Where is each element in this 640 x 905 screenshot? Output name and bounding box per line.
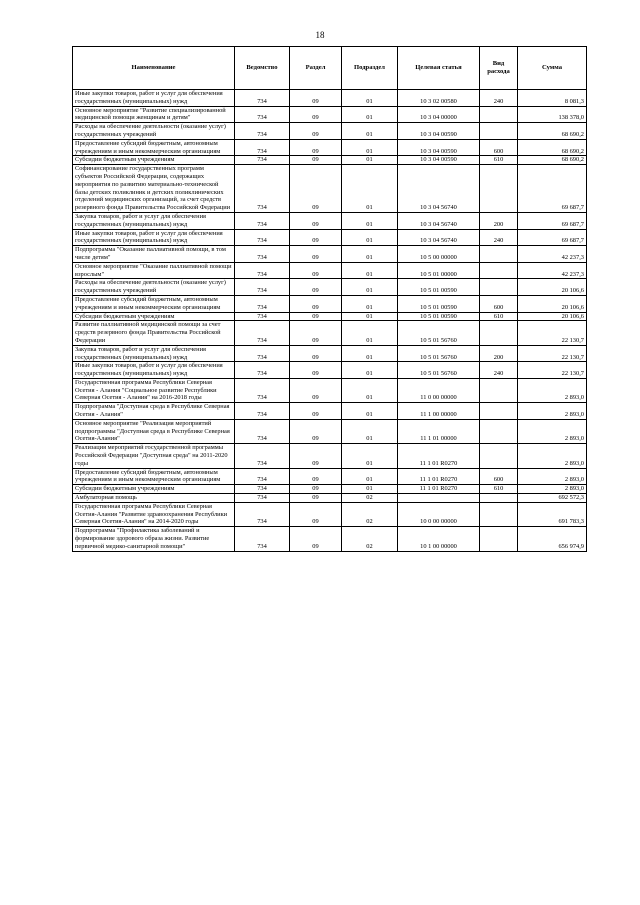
cell-ved: 734 <box>235 494 290 503</box>
cell-target: 10 5 00 00000 <box>398 246 480 263</box>
cell-vid <box>480 444 518 468</box>
cell-podrazdel: 01 <box>342 106 398 123</box>
cell-sum: 20 106,6 <box>518 295 587 312</box>
cell-sum: 2 893,0 <box>518 444 587 468</box>
cell-ved: 734 <box>235 378 290 402</box>
page-number: 18 <box>315 30 325 40</box>
cell-podrazdel: 01 <box>342 212 398 229</box>
cell-razdel: 09 <box>290 123 342 140</box>
cell-name: Субсидии бюджетным учреждениям <box>73 156 235 165</box>
cell-sum: 8 081,3 <box>518 90 587 107</box>
cell-sum: 138 378,0 <box>518 106 587 123</box>
cell-razdel: 09 <box>290 378 342 402</box>
cell-ved: 734 <box>235 468 290 485</box>
cell-name: Закупка товаров, работ и услуг для обеспечения государственных (муниципальных) нужд <box>73 345 235 362</box>
table-row <box>73 262 587 279</box>
cell-ved: 734 <box>235 90 290 107</box>
cell-name: Субсидии бюджетным учреждениям <box>73 312 235 321</box>
cell-sum: 691 783,3 <box>518 502 587 526</box>
cell-sum: 69 687,7 <box>518 165 587 213</box>
cell-podrazdel: 01 <box>342 295 398 312</box>
cell-vid <box>480 502 518 526</box>
cell-vid <box>480 378 518 402</box>
cell-target: 10 3 04 00590 <box>398 139 480 156</box>
cell-sum: 69 687,7 <box>518 212 587 229</box>
table-row <box>73 90 587 107</box>
cell-name: Основное мероприятие "Оказание паллиативной помощи взрослым" <box>73 262 235 279</box>
cell-ved: 734 <box>235 106 290 123</box>
cell-podrazdel: 01 <box>342 378 398 402</box>
table-row <box>73 345 587 362</box>
cell-podrazdel: 01 <box>342 139 398 156</box>
cell-target: 11 1 00 00000 <box>398 403 480 420</box>
cell-podrazdel: 02 <box>342 494 398 503</box>
cell-razdel: 09 <box>290 312 342 321</box>
cell-name: Предоставление субсидий бюджетным, автономным учреждениям и иным некоммерческим организациям <box>73 295 235 312</box>
cell-target: 10 3 04 00590 <box>398 123 480 140</box>
cell-ved: 734 <box>235 485 290 494</box>
table-body <box>73 90 587 552</box>
cell-vid: 610 <box>480 312 518 321</box>
header-podrazdel: Подраздел <box>342 47 398 90</box>
table-row <box>73 212 587 229</box>
table-row <box>73 139 587 156</box>
cell-podrazdel: 01 <box>342 279 398 296</box>
cell-sum: 2 893,0 <box>518 468 587 485</box>
cell-razdel: 09 <box>290 494 342 503</box>
table-row <box>73 295 587 312</box>
cell-podrazdel: 01 <box>342 123 398 140</box>
header-ved: Ведомство <box>235 47 290 90</box>
cell-ved: 734 <box>235 295 290 312</box>
cell-ved: 734 <box>235 165 290 213</box>
table-row <box>73 494 587 503</box>
cell-vid <box>480 262 518 279</box>
cell-vid: 200 <box>480 345 518 362</box>
cell-podrazdel: 01 <box>342 229 398 246</box>
cell-sum: 68 690,2 <box>518 123 587 140</box>
cell-razdel: 09 <box>290 345 342 362</box>
cell-razdel: 09 <box>290 485 342 494</box>
table-row <box>73 229 587 246</box>
cell-vid: 600 <box>480 468 518 485</box>
cell-sum: 68 690,2 <box>518 139 587 156</box>
cell-name: Основное мероприятие "Развитие специализированной медицинской помощи женщинам и детям" <box>73 106 235 123</box>
cell-ved: 734 <box>235 345 290 362</box>
cell-target: 10 5 01 00590 <box>398 295 480 312</box>
table-row <box>73 156 587 165</box>
cell-target: 11 0 00 00000 <box>398 378 480 402</box>
cell-vid <box>480 123 518 140</box>
cell-name: Расходы на обеспечение деятельности (оказание услуг) государственных учреждений <box>73 123 235 140</box>
cell-podrazdel: 01 <box>342 345 398 362</box>
cell-name: Иные закупки товаров, работ и услуг для обеспечения государственных (муниципальных) нужд <box>73 362 235 379</box>
cell-target <box>398 494 480 503</box>
cell-razdel: 09 <box>290 156 342 165</box>
table-row <box>73 527 587 551</box>
cell-sum: 69 687,7 <box>518 229 587 246</box>
cell-ved: 734 <box>235 419 290 443</box>
cell-podrazdel: 01 <box>342 165 398 213</box>
cell-target: 10 5 01 56760 <box>398 345 480 362</box>
cell-name: Основное мероприятие "Реализация мероприятий подпрограммы "Доступная среда в Республике Северная Осетия-Алания" <box>73 419 235 443</box>
cell-ved: 734 <box>235 139 290 156</box>
cell-target: 10 3 04 56740 <box>398 229 480 246</box>
cell-sum: 656 974,9 <box>518 527 587 551</box>
cell-ved: 734 <box>235 212 290 229</box>
cell-podrazdel: 01 <box>342 419 398 443</box>
cell-name: Развитие паллиативной медицинской помощи за счет средств резервного фонда Правительства Российской Федерации <box>73 321 235 345</box>
cell-vid <box>480 106 518 123</box>
header-target: Целевая статья <box>398 47 480 90</box>
cell-podrazdel: 01 <box>342 312 398 321</box>
cell-name: Государственная программа Республики Северная Осетия-Алания "Развитие здравоохранения Республики Северная Осетия-Алания" на 2014-2020 годы <box>73 502 235 526</box>
cell-target: 10 3 04 00000 <box>398 106 480 123</box>
cell-razdel: 09 <box>290 212 342 229</box>
table-row <box>73 444 587 468</box>
table-row <box>73 123 587 140</box>
cell-razdel: 09 <box>290 246 342 263</box>
cell-name: Подпрограмма "Профилактика заболеваний и формирование здорового образа жизни. Развитие первичной медико-санитарной помощи" <box>73 527 235 551</box>
cell-vid <box>480 246 518 263</box>
cell-vid <box>480 321 518 345</box>
cell-razdel: 09 <box>290 139 342 156</box>
cell-name: Подпрограмма "Доступная среда в Республике Северная Осетия - Алания" <box>73 403 235 420</box>
table-row <box>73 502 587 526</box>
cell-name: Расходы на обеспечение деятельности (оказание услуг) государственных учреждений <box>73 279 235 296</box>
cell-sum: 42 237,3 <box>518 262 587 279</box>
cell-target: 10 3 04 00590 <box>398 156 480 165</box>
cell-ved: 734 <box>235 403 290 420</box>
cell-ved: 734 <box>235 262 290 279</box>
cell-target: 10 3 04 56740 <box>398 212 480 229</box>
cell-name: Иные закупки товаров, работ и услуг для обеспечения государственных (муниципальных) нужд <box>73 90 235 107</box>
cell-sum: 22 130,7 <box>518 321 587 345</box>
cell-sum: 68 690,2 <box>518 156 587 165</box>
cell-vid: 610 <box>480 156 518 165</box>
cell-podrazdel: 01 <box>342 362 398 379</box>
cell-target: 11 1 01 R0270 <box>398 485 480 494</box>
cell-ved: 734 <box>235 312 290 321</box>
cell-vid: 600 <box>480 295 518 312</box>
cell-razdel: 09 <box>290 90 342 107</box>
cell-ved: 734 <box>235 527 290 551</box>
cell-ved: 734 <box>235 123 290 140</box>
cell-podrazdel: 01 <box>342 262 398 279</box>
cell-ved: 734 <box>235 321 290 345</box>
header-sum: Сумма <box>518 47 587 90</box>
cell-sum: 20 106,6 <box>518 312 587 321</box>
cell-target: 10 5 01 00590 <box>398 279 480 296</box>
cell-podrazdel: 01 <box>342 403 398 420</box>
table-row <box>73 419 587 443</box>
header-name: Наименование <box>73 47 235 90</box>
cell-name: Государственная программа Республики Северная Осетия - Алания "Социальное развитие Республики Северная Осетия - Алания" на 2016-2018 годы <box>73 378 235 402</box>
budget-table <box>72 46 587 552</box>
table-row <box>73 246 587 263</box>
cell-podrazdel: 01 <box>342 246 398 263</box>
table-row <box>73 321 587 345</box>
cell-sum: 22 130,7 <box>518 362 587 379</box>
cell-sum: 2 893,0 <box>518 485 587 494</box>
cell-razdel: 09 <box>290 403 342 420</box>
cell-podrazdel: 01 <box>342 321 398 345</box>
cell-vid <box>480 419 518 443</box>
cell-razdel: 09 <box>290 106 342 123</box>
cell-target: 10 5 01 56760 <box>398 321 480 345</box>
table-row <box>73 362 587 379</box>
cell-vid: 600 <box>480 139 518 156</box>
cell-vid: 240 <box>480 90 518 107</box>
cell-vid <box>480 403 518 420</box>
cell-vid <box>480 527 518 551</box>
cell-ved: 734 <box>235 229 290 246</box>
cell-razdel: 09 <box>290 502 342 526</box>
cell-razdel: 09 <box>290 165 342 213</box>
cell-name: Софинансирование государственных программ субъектов Российской Федерации, содержащих мероприятия по развитию материально-технической базы детских поликлиник и детских поликлинических отделений медицинских организаций, за счет средств резервного фонда Правительства Российской Федерации <box>73 165 235 213</box>
cell-sum: 2 893,0 <box>518 419 587 443</box>
cell-podrazdel: 01 <box>342 90 398 107</box>
cell-ved: 734 <box>235 246 290 263</box>
cell-ved: 734 <box>235 362 290 379</box>
cell-vid: 610 <box>480 485 518 494</box>
cell-target: 10 3 02 00580 <box>398 90 480 107</box>
table-row <box>73 485 587 494</box>
cell-razdel: 09 <box>290 527 342 551</box>
table-header-row <box>73 47 587 90</box>
table-row <box>73 312 587 321</box>
cell-sum: 42 237,3 <box>518 246 587 263</box>
cell-podrazdel: 01 <box>342 468 398 485</box>
cell-vid: 200 <box>480 212 518 229</box>
cell-razdel: 09 <box>290 444 342 468</box>
cell-target: 11 1 01 R0270 <box>398 444 480 468</box>
table-row <box>73 106 587 123</box>
cell-razdel: 09 <box>290 295 342 312</box>
header-razdel: Раздел <box>290 47 342 90</box>
cell-vid <box>480 494 518 503</box>
cell-vid <box>480 165 518 213</box>
cell-podrazdel: 01 <box>342 485 398 494</box>
cell-target: 11 1 01 R0270 <box>398 468 480 485</box>
cell-ved: 734 <box>235 279 290 296</box>
header-vid: Вид расхода <box>480 47 518 90</box>
table-row <box>73 378 587 402</box>
cell-name: Реализация мероприятий государственной программы Российской Федерации "Доступная среда" на 2011-2020 годы <box>73 444 235 468</box>
cell-name: Субсидии бюджетным учреждениям <box>73 485 235 494</box>
cell-razdel: 09 <box>290 419 342 443</box>
cell-target: 11 1 01 00000 <box>398 419 480 443</box>
cell-target: 10 5 01 00590 <box>398 312 480 321</box>
cell-target: 10 5 01 00000 <box>398 262 480 279</box>
cell-target: 10 5 01 56760 <box>398 362 480 379</box>
cell-podrazdel: 01 <box>342 156 398 165</box>
cell-podrazdel: 01 <box>342 444 398 468</box>
cell-name: Предоставление субсидий бюджетным, автономным учреждениям и иным некоммерческим организациям <box>73 468 235 485</box>
table-row <box>73 468 587 485</box>
cell-vid: 240 <box>480 362 518 379</box>
cell-ved: 734 <box>235 502 290 526</box>
cell-ved: 734 <box>235 444 290 468</box>
cell-sum: 20 106,6 <box>518 279 587 296</box>
table-row <box>73 279 587 296</box>
cell-ved: 734 <box>235 156 290 165</box>
cell-target: 10 1 00 00000 <box>398 527 480 551</box>
cell-razdel: 09 <box>290 362 342 379</box>
cell-podrazdel: 02 <box>342 502 398 526</box>
cell-target: 10 3 04 56740 <box>398 165 480 213</box>
cell-razdel: 09 <box>290 468 342 485</box>
cell-razdel: 09 <box>290 279 342 296</box>
cell-name: Предоставление субсидий бюджетным, автономным учреждениям и иным некоммерческим организациям <box>73 139 235 156</box>
cell-podrazdel: 02 <box>342 527 398 551</box>
cell-name: Подпрограмма "Оказание паллиативной помощи, в том числе детям" <box>73 246 235 263</box>
table-row <box>73 403 587 420</box>
cell-target: 10 0 00 00000 <box>398 502 480 526</box>
cell-name: Иные закупки товаров, работ и услуг для обеспечения государственных (муниципальных) нужд <box>73 229 235 246</box>
cell-vid <box>480 279 518 296</box>
cell-razdel: 09 <box>290 229 342 246</box>
table-row <box>73 165 587 213</box>
cell-sum: 692 572,3 <box>518 494 587 503</box>
cell-sum: 22 130,7 <box>518 345 587 362</box>
cell-name: Амбулаторная помощь <box>73 494 235 503</box>
cell-razdel: 09 <box>290 262 342 279</box>
cell-vid: 240 <box>480 229 518 246</box>
cell-name: Закупка товаров, работ и услуг для обеспечения государственных (муниципальных) нужд <box>73 212 235 229</box>
cell-sum: 2 893,0 <box>518 378 587 402</box>
cell-razdel: 09 <box>290 321 342 345</box>
cell-sum: 2 893,0 <box>518 403 587 420</box>
